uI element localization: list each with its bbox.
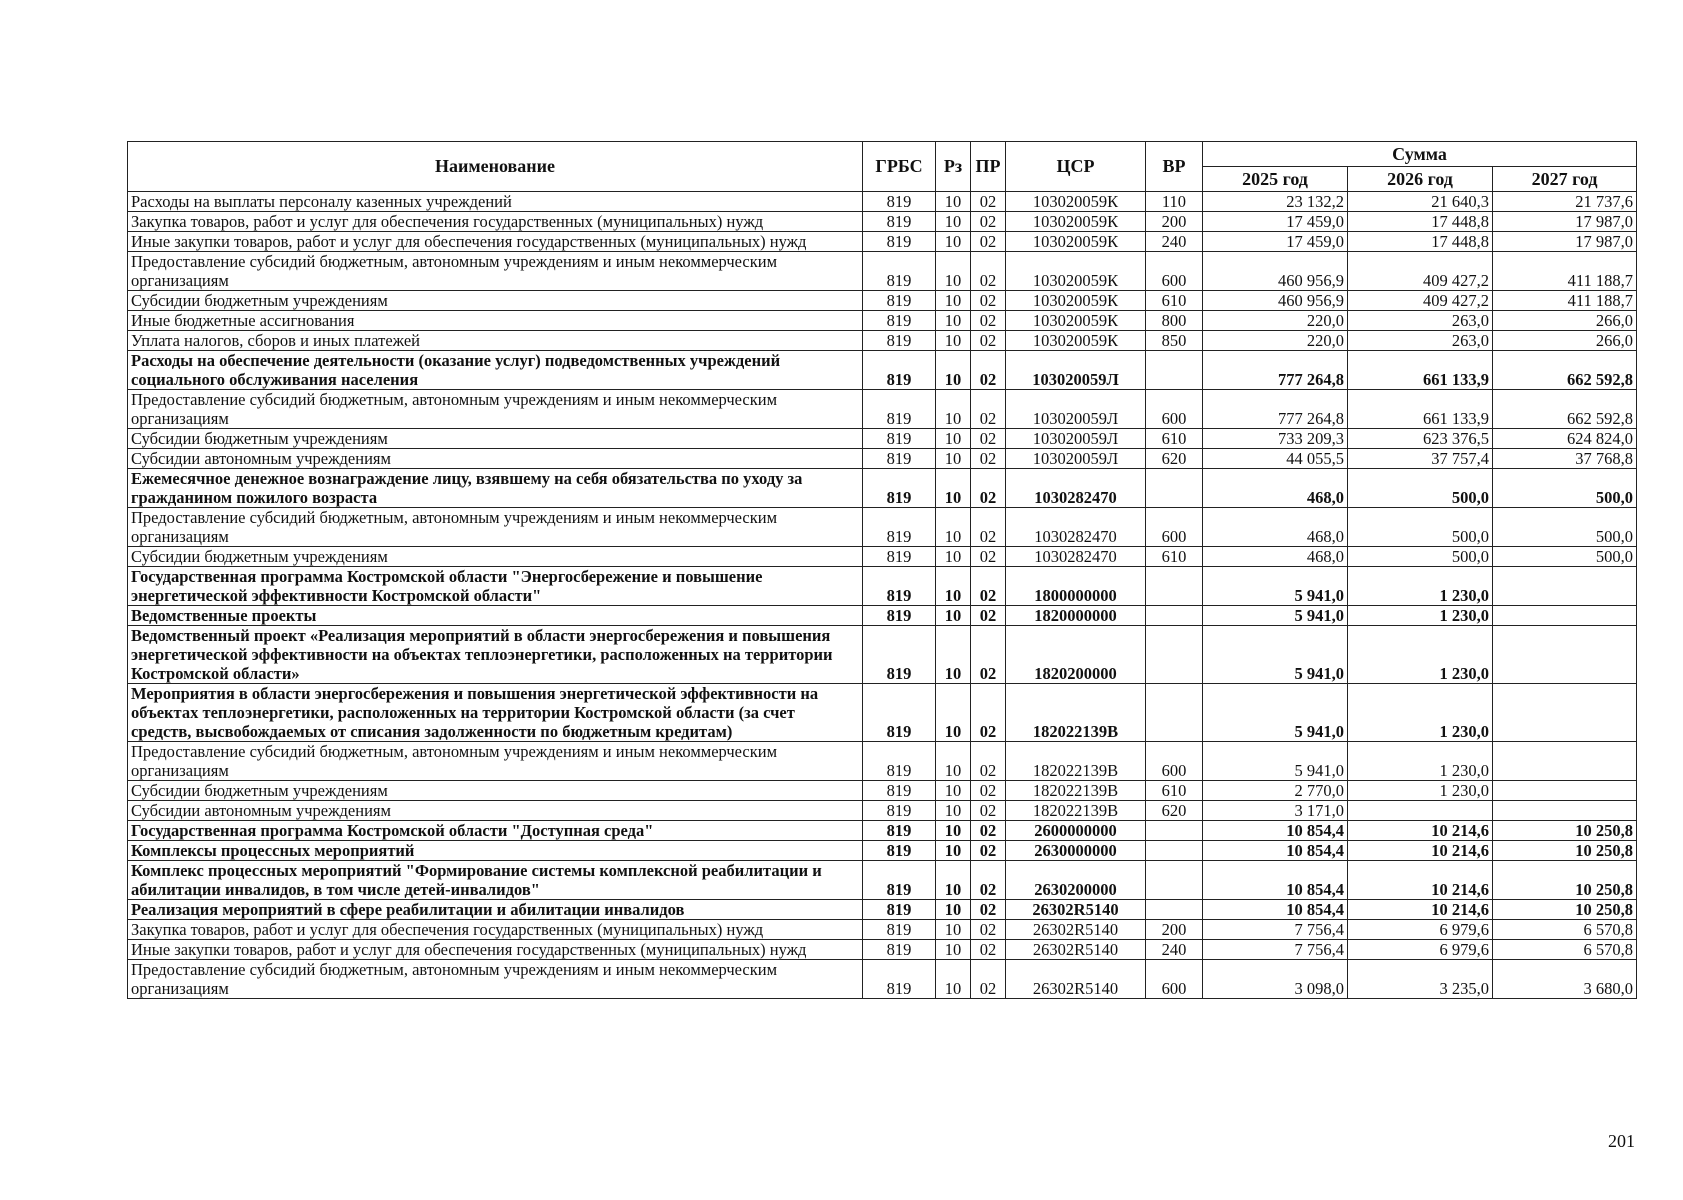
row-sum-2025: 10 854,4 xyxy=(1203,900,1348,920)
row-grbs: 819 xyxy=(863,331,936,351)
row-sum-2025: 17 459,0 xyxy=(1203,212,1348,232)
row-sum-2025: 17 459,0 xyxy=(1203,232,1348,252)
row-grbs: 819 xyxy=(863,742,936,781)
row-name: Иные закупки товаров, работ и услуг для обеспечения государственных (муниципальных) нужд xyxy=(128,940,863,960)
row-sum-2026: 1 230,0 xyxy=(1348,684,1493,742)
row-sum-2025: 468,0 xyxy=(1203,508,1348,547)
row-rz: 10 xyxy=(936,861,971,900)
row-rz: 10 xyxy=(936,960,971,999)
row-vr xyxy=(1146,821,1203,841)
row-csr: 26302R5140 xyxy=(1006,960,1146,999)
table-row xyxy=(128,920,1637,940)
row-sum-2025: 2 770,0 xyxy=(1203,781,1348,801)
row-csr: 182022139В xyxy=(1006,781,1146,801)
row-csr: 182022139В xyxy=(1006,801,1146,821)
row-pr: 02 xyxy=(971,626,1006,684)
row-pr: 02 xyxy=(971,469,1006,508)
budget-table xyxy=(127,141,1637,999)
row-sum-2026: 17 448,8 xyxy=(1348,212,1493,232)
row-grbs: 819 xyxy=(863,449,936,469)
row-name: Ведомственные проекты xyxy=(128,606,863,626)
row-sum-2025: 10 854,4 xyxy=(1203,861,1348,900)
row-vr xyxy=(1146,606,1203,626)
row-csr: 103020059Л xyxy=(1006,390,1146,429)
row-vr: 240 xyxy=(1146,940,1203,960)
row-name: Иные закупки товаров, работ и услуг для обеспечения государственных (муниципальных) нужд xyxy=(128,232,863,252)
row-sum-2025: 777 264,8 xyxy=(1203,351,1348,390)
row-sum-2027: 662 592,8 xyxy=(1493,390,1637,429)
row-pr: 02 xyxy=(971,781,1006,801)
row-pr: 02 xyxy=(971,841,1006,861)
row-grbs: 819 xyxy=(863,508,936,547)
row-grbs: 819 xyxy=(863,212,936,232)
row-name: Мероприятия в области энергосбережения и повышения энергетической эффективности на объектах теплоэнергетики, расположенных на территории Костромской области (за счет средств, высвобождаемых от списания задолженности по бюджетным кредитам) xyxy=(128,684,863,742)
row-rz: 10 xyxy=(936,606,971,626)
row-name: Государственная программа Костромской области "Энергосбережение и повышение энергетической эффективности Костромской области" xyxy=(128,567,863,606)
row-csr: 103020059К xyxy=(1006,212,1146,232)
row-csr: 2600000000 xyxy=(1006,821,1146,841)
row-vr: 110 xyxy=(1146,192,1203,212)
row-sum-2026: 263,0 xyxy=(1348,311,1493,331)
row-grbs: 819 xyxy=(863,684,936,742)
row-pr: 02 xyxy=(971,547,1006,567)
table-row xyxy=(128,291,1637,311)
row-grbs: 819 xyxy=(863,547,936,567)
row-pr: 02 xyxy=(971,252,1006,291)
row-name: Предоставление субсидий бюджетным, автономным учреждениям и иным некоммерческим организациям xyxy=(128,252,863,291)
row-sum-2026: 1 230,0 xyxy=(1348,567,1493,606)
table-row xyxy=(128,861,1637,900)
row-sum-2026 xyxy=(1348,801,1493,821)
row-rz: 10 xyxy=(936,508,971,547)
row-sum-2026: 17 448,8 xyxy=(1348,232,1493,252)
row-rz: 10 xyxy=(936,626,971,684)
row-name: Ежемесячное денежное вознаграждение лицу, взявшему на себя обязательства по уходу за гражданином пожилого возраста xyxy=(128,469,863,508)
row-csr: 2630200000 xyxy=(1006,861,1146,900)
row-sum-2027: 10 250,8 xyxy=(1493,821,1637,841)
col-header-name: Наименование xyxy=(128,142,863,192)
row-csr: 1030282470 xyxy=(1006,508,1146,547)
row-grbs: 819 xyxy=(863,626,936,684)
row-sum-2026: 1 230,0 xyxy=(1348,781,1493,801)
row-pr: 02 xyxy=(971,606,1006,626)
row-sum-2026: 10 214,6 xyxy=(1348,821,1493,841)
row-vr xyxy=(1146,567,1203,606)
col-header-2027: 2027 год xyxy=(1493,167,1637,192)
row-rz: 10 xyxy=(936,449,971,469)
row-sum-2027: 500,0 xyxy=(1493,547,1637,567)
row-csr: 26302R5140 xyxy=(1006,940,1146,960)
row-sum-2026: 1 230,0 xyxy=(1348,742,1493,781)
col-header-2026: 2026 год xyxy=(1348,167,1493,192)
table-row xyxy=(128,626,1637,684)
row-sum-2027: 662 592,8 xyxy=(1493,351,1637,390)
row-grbs: 819 xyxy=(863,821,936,841)
row-grbs: 819 xyxy=(863,781,936,801)
row-sum-2025: 7 756,4 xyxy=(1203,940,1348,960)
row-rz: 10 xyxy=(936,900,971,920)
row-sum-2026: 500,0 xyxy=(1348,508,1493,547)
row-sum-2025: 5 941,0 xyxy=(1203,567,1348,606)
row-grbs: 819 xyxy=(863,940,936,960)
row-sum-2027 xyxy=(1493,684,1637,742)
row-csr: 1030282470 xyxy=(1006,547,1146,567)
table-row xyxy=(128,960,1637,999)
table-row xyxy=(128,192,1637,212)
row-csr: 1820200000 xyxy=(1006,626,1146,684)
row-sum-2026: 661 133,9 xyxy=(1348,351,1493,390)
row-sum-2026: 37 757,4 xyxy=(1348,449,1493,469)
row-sum-2025: 10 854,4 xyxy=(1203,841,1348,861)
row-grbs: 819 xyxy=(863,920,936,940)
table-row xyxy=(128,469,1637,508)
row-sum-2025: 777 264,8 xyxy=(1203,390,1348,429)
row-rz: 10 xyxy=(936,940,971,960)
row-vr xyxy=(1146,900,1203,920)
row-sum-2025: 3 171,0 xyxy=(1203,801,1348,821)
row-pr: 02 xyxy=(971,212,1006,232)
row-name: Реализация мероприятий в сфере реабилитации и абилитации инвалидов xyxy=(128,900,863,920)
row-sum-2027 xyxy=(1493,801,1637,821)
row-rz: 10 xyxy=(936,469,971,508)
row-sum-2025: 5 941,0 xyxy=(1203,626,1348,684)
row-grbs: 819 xyxy=(863,192,936,212)
table-body xyxy=(128,192,1637,999)
row-sum-2025: 7 756,4 xyxy=(1203,920,1348,940)
row-vr: 200 xyxy=(1146,920,1203,940)
row-pr: 02 xyxy=(971,311,1006,331)
row-sum-2025: 468,0 xyxy=(1203,469,1348,508)
row-name: Комплексы процессных мероприятий xyxy=(128,841,863,861)
row-name: Субсидии бюджетным учреждениям xyxy=(128,429,863,449)
row-name: Расходы на выплаты персоналу казенных учреждений xyxy=(128,192,863,212)
row-grbs: 819 xyxy=(863,960,936,999)
col-header-pr: ПР xyxy=(971,142,1006,192)
row-grbs: 819 xyxy=(863,390,936,429)
row-sum-2027 xyxy=(1493,626,1637,684)
row-pr: 02 xyxy=(971,940,1006,960)
row-pr: 02 xyxy=(971,920,1006,940)
row-pr: 02 xyxy=(971,331,1006,351)
row-name: Закупка товаров, работ и услуг для обеспечения государственных (муниципальных) нужд xyxy=(128,920,863,940)
row-pr: 02 xyxy=(971,742,1006,781)
row-csr: 103020059Л xyxy=(1006,429,1146,449)
row-csr: 1800000000 xyxy=(1006,567,1146,606)
row-vr: 610 xyxy=(1146,547,1203,567)
row-grbs: 819 xyxy=(863,252,936,291)
row-csr: 103020059Л xyxy=(1006,449,1146,469)
row-csr: 2630000000 xyxy=(1006,841,1146,861)
table-row xyxy=(128,547,1637,567)
row-pr: 02 xyxy=(971,449,1006,469)
row-csr: 103020059К xyxy=(1006,252,1146,291)
row-vr: 600 xyxy=(1146,960,1203,999)
col-header-rz: Рз xyxy=(936,142,971,192)
row-sum-2025: 5 941,0 xyxy=(1203,606,1348,626)
row-sum-2027: 3 680,0 xyxy=(1493,960,1637,999)
row-pr: 02 xyxy=(971,861,1006,900)
row-sum-2027: 17 987,0 xyxy=(1493,212,1637,232)
row-grbs: 819 xyxy=(863,861,936,900)
row-sum-2026: 623 376,5 xyxy=(1348,429,1493,449)
row-vr: 850 xyxy=(1146,331,1203,351)
row-vr xyxy=(1146,861,1203,900)
row-rz: 10 xyxy=(936,567,971,606)
row-sum-2025: 468,0 xyxy=(1203,547,1348,567)
row-sum-2025: 5 941,0 xyxy=(1203,684,1348,742)
row-grbs: 819 xyxy=(863,232,936,252)
row-vr: 600 xyxy=(1146,742,1203,781)
row-pr: 02 xyxy=(971,567,1006,606)
row-sum-2026: 263,0 xyxy=(1348,331,1493,351)
row-sum-2025: 3 098,0 xyxy=(1203,960,1348,999)
row-rz: 10 xyxy=(936,841,971,861)
row-csr: 26302R5140 xyxy=(1006,920,1146,940)
table-row xyxy=(128,311,1637,331)
col-header-vr: ВР xyxy=(1146,142,1203,192)
row-pr: 02 xyxy=(971,508,1006,547)
row-csr: 103020059К xyxy=(1006,232,1146,252)
row-csr: 1820000000 xyxy=(1006,606,1146,626)
row-name: Иные бюджетные ассигнования xyxy=(128,311,863,331)
row-name: Субсидии бюджетным учреждениям xyxy=(128,547,863,567)
table-row xyxy=(128,212,1637,232)
row-vr: 620 xyxy=(1146,449,1203,469)
row-name: Предоставление субсидий бюджетным, автономным учреждениям и иным некоммерческим организациям xyxy=(128,960,863,999)
row-sum-2027: 500,0 xyxy=(1493,469,1637,508)
row-vr: 200 xyxy=(1146,212,1203,232)
row-pr: 02 xyxy=(971,429,1006,449)
row-sum-2026: 409 427,2 xyxy=(1348,291,1493,311)
row-pr: 02 xyxy=(971,390,1006,429)
row-vr xyxy=(1146,841,1203,861)
row-csr: 103020059К xyxy=(1006,311,1146,331)
row-sum-2025: 460 956,9 xyxy=(1203,252,1348,291)
col-header-csr: ЦСР xyxy=(1006,142,1146,192)
row-sum-2027: 10 250,8 xyxy=(1493,861,1637,900)
row-sum-2026: 10 214,6 xyxy=(1348,861,1493,900)
row-vr xyxy=(1146,469,1203,508)
row-grbs: 819 xyxy=(863,801,936,821)
row-sum-2027 xyxy=(1493,781,1637,801)
row-sum-2025: 5 941,0 xyxy=(1203,742,1348,781)
row-sum-2026: 6 979,6 xyxy=(1348,940,1493,960)
row-sum-2027: 500,0 xyxy=(1493,508,1637,547)
row-name: Предоставление субсидий бюджетным, автономным учреждениям и иным некоммерческим организациям xyxy=(128,508,863,547)
row-csr: 103020059К xyxy=(1006,331,1146,351)
row-pr: 02 xyxy=(971,821,1006,841)
row-pr: 02 xyxy=(971,960,1006,999)
row-grbs: 819 xyxy=(863,900,936,920)
row-sum-2027: 411 188,7 xyxy=(1493,252,1637,291)
row-sum-2026: 661 133,9 xyxy=(1348,390,1493,429)
row-name: Ведомственный проект «Реализация мероприятий в области энергосбережения и повышения энергетической эффективности на объектах теплоэнергетики, расположенных на территории Костромской области» xyxy=(128,626,863,684)
row-name: Комплекс процессных мероприятий "Формирование системы комплексной реабилитации и абилитации инвалидов, в том числе детей-инвалидов" xyxy=(128,861,863,900)
row-sum-2027: 266,0 xyxy=(1493,331,1637,351)
table-row xyxy=(128,390,1637,429)
row-sum-2025: 460 956,9 xyxy=(1203,291,1348,311)
col-header-grbs: ГРБС xyxy=(863,142,936,192)
row-rz: 10 xyxy=(936,547,971,567)
table-header xyxy=(128,142,1637,192)
row-sum-2026: 500,0 xyxy=(1348,547,1493,567)
col-header-2025: 2025 год xyxy=(1203,167,1348,192)
row-grbs: 819 xyxy=(863,351,936,390)
row-name: Расходы на обеспечение деятельности (оказание услуг) подведомственных учреждений социального обслуживания населения xyxy=(128,351,863,390)
row-sum-2027: 21 737,6 xyxy=(1493,192,1637,212)
row-rz: 10 xyxy=(936,192,971,212)
row-name: Субсидии автономным учреждениям xyxy=(128,801,863,821)
row-sum-2026: 1 230,0 xyxy=(1348,606,1493,626)
col-header-sum: Сумма xyxy=(1203,142,1637,167)
page-number: 201 xyxy=(1608,1131,1635,1151)
row-rz: 10 xyxy=(936,429,971,449)
row-vr xyxy=(1146,684,1203,742)
row-pr: 02 xyxy=(971,232,1006,252)
row-vr: 600 xyxy=(1146,390,1203,429)
row-vr xyxy=(1146,351,1203,390)
row-rz: 10 xyxy=(936,920,971,940)
table-row xyxy=(128,801,1637,821)
row-sum-2027: 6 570,8 xyxy=(1493,920,1637,940)
row-sum-2026: 1 230,0 xyxy=(1348,626,1493,684)
row-vr: 610 xyxy=(1146,291,1203,311)
row-vr: 620 xyxy=(1146,801,1203,821)
row-sum-2025: 733 209,3 xyxy=(1203,429,1348,449)
table-row xyxy=(128,781,1637,801)
row-vr: 800 xyxy=(1146,311,1203,331)
row-name: Субсидии бюджетным учреждениям xyxy=(128,291,863,311)
row-sum-2025: 220,0 xyxy=(1203,331,1348,351)
row-rz: 10 xyxy=(936,232,971,252)
row-sum-2027: 624 824,0 xyxy=(1493,429,1637,449)
row-name: Предоставление субсидий бюджетным, автономным учреждениям и иным некоммерческим организациям xyxy=(128,742,863,781)
row-vr: 240 xyxy=(1146,232,1203,252)
row-pr: 02 xyxy=(971,801,1006,821)
row-sum-2027: 10 250,8 xyxy=(1493,900,1637,920)
table-row xyxy=(128,742,1637,781)
row-csr: 182022139В xyxy=(1006,684,1146,742)
table-row xyxy=(128,567,1637,606)
row-rz: 10 xyxy=(936,252,971,291)
table-row xyxy=(128,449,1637,469)
row-csr: 182022139В xyxy=(1006,742,1146,781)
row-sum-2027 xyxy=(1493,742,1637,781)
row-sum-2026: 500,0 xyxy=(1348,469,1493,508)
row-sum-2026: 21 640,3 xyxy=(1348,192,1493,212)
row-name: Уплата налогов, сборов и иных платежей xyxy=(128,331,863,351)
row-pr: 02 xyxy=(971,291,1006,311)
row-sum-2026: 10 214,6 xyxy=(1348,841,1493,861)
row-name: Государственная программа Костромской области "Доступная среда" xyxy=(128,821,863,841)
table-row xyxy=(128,900,1637,920)
row-vr: 600 xyxy=(1146,508,1203,547)
row-rz: 10 xyxy=(936,781,971,801)
row-vr xyxy=(1146,626,1203,684)
row-rz: 10 xyxy=(936,291,971,311)
row-rz: 10 xyxy=(936,390,971,429)
row-name: Субсидии автономным учреждениям xyxy=(128,449,863,469)
row-sum-2027: 411 188,7 xyxy=(1493,291,1637,311)
row-pr: 02 xyxy=(971,684,1006,742)
row-rz: 10 xyxy=(936,742,971,781)
row-grbs: 819 xyxy=(863,311,936,331)
table-row xyxy=(128,351,1637,390)
row-csr: 26302R5140 xyxy=(1006,900,1146,920)
row-vr: 610 xyxy=(1146,429,1203,449)
row-pr: 02 xyxy=(971,351,1006,390)
table-row xyxy=(128,508,1637,547)
row-sum-2026: 3 235,0 xyxy=(1348,960,1493,999)
table-row xyxy=(128,684,1637,742)
row-grbs: 819 xyxy=(863,469,936,508)
row-csr: 103020059К xyxy=(1006,192,1146,212)
row-sum-2025: 220,0 xyxy=(1203,311,1348,331)
row-grbs: 819 xyxy=(863,567,936,606)
row-csr: 1030282470 xyxy=(1006,469,1146,508)
row-pr: 02 xyxy=(971,900,1006,920)
table-row xyxy=(128,940,1637,960)
row-sum-2027: 6 570,8 xyxy=(1493,940,1637,960)
row-sum-2025: 44 055,5 xyxy=(1203,449,1348,469)
row-sum-2025: 10 854,4 xyxy=(1203,821,1348,841)
table-row xyxy=(128,252,1637,291)
row-rz: 10 xyxy=(936,821,971,841)
row-rz: 10 xyxy=(936,311,971,331)
row-grbs: 819 xyxy=(863,606,936,626)
row-sum-2027 xyxy=(1493,606,1637,626)
row-pr: 02 xyxy=(971,192,1006,212)
row-sum-2026: 409 427,2 xyxy=(1348,252,1493,291)
table-row xyxy=(128,606,1637,626)
row-rz: 10 xyxy=(936,801,971,821)
row-csr: 103020059К xyxy=(1006,291,1146,311)
row-name: Закупка товаров, работ и услуг для обеспечения государственных (муниципальных) нужд xyxy=(128,212,863,232)
table-row xyxy=(128,821,1637,841)
table-row xyxy=(128,232,1637,252)
row-name: Субсидии бюджетным учреждениям xyxy=(128,781,863,801)
row-sum-2027: 10 250,8 xyxy=(1493,841,1637,861)
row-sum-2026: 6 979,6 xyxy=(1348,920,1493,940)
row-sum-2027: 17 987,0 xyxy=(1493,232,1637,252)
table-row xyxy=(128,841,1637,861)
row-rz: 10 xyxy=(936,331,971,351)
row-sum-2026: 10 214,6 xyxy=(1348,900,1493,920)
row-csr: 103020059Л xyxy=(1006,351,1146,390)
row-grbs: 819 xyxy=(863,841,936,861)
row-sum-2027 xyxy=(1493,567,1637,606)
row-rz: 10 xyxy=(936,351,971,390)
row-rz: 10 xyxy=(936,212,971,232)
row-rz: 10 xyxy=(936,684,971,742)
table-row xyxy=(128,429,1637,449)
table-row xyxy=(128,331,1637,351)
row-sum-2027: 37 768,8 xyxy=(1493,449,1637,469)
row-name: Предоставление субсидий бюджетным, автономным учреждениям и иным некоммерческим организациям xyxy=(128,390,863,429)
row-sum-2027: 266,0 xyxy=(1493,311,1637,331)
row-grbs: 819 xyxy=(863,429,936,449)
row-vr: 600 xyxy=(1146,252,1203,291)
row-vr: 610 xyxy=(1146,781,1203,801)
row-grbs: 819 xyxy=(863,291,936,311)
row-sum-2025: 23 132,2 xyxy=(1203,192,1348,212)
